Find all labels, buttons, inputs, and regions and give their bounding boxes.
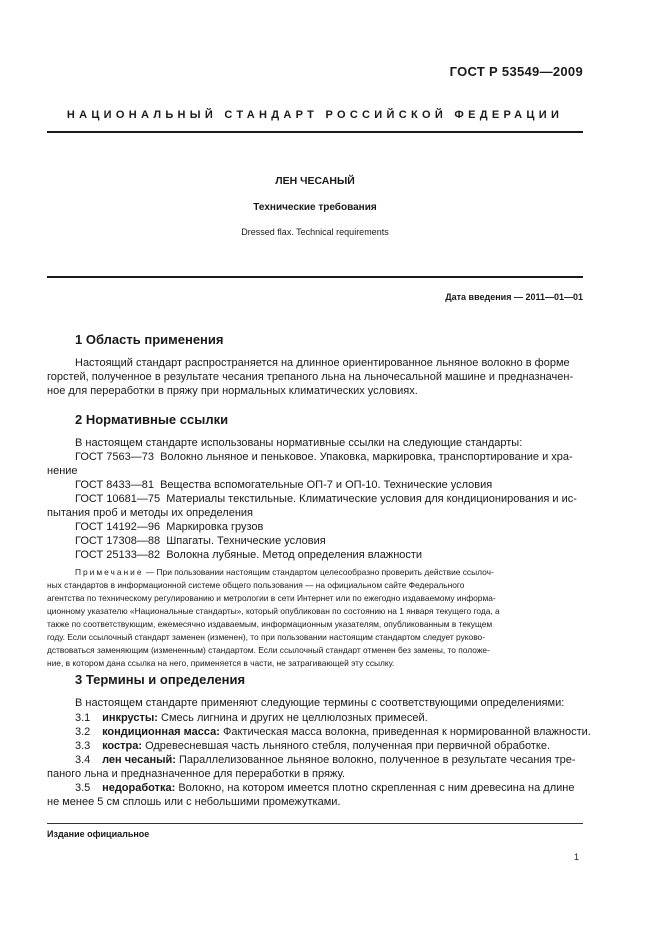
reference-code: ГОСТ 25133—82 bbox=[75, 549, 161, 561]
reference-text: Маркировка грузов bbox=[166, 521, 264, 533]
term-number: 3.5 bbox=[75, 782, 91, 794]
national-standard-title: НАЦИОНАЛЬНЫЙ СТАНДАРТ РОССИЙСКОЙ ФЕДЕРАЦИИ bbox=[66, 109, 564, 121]
official-edition-label: Издание официальное bbox=[47, 829, 150, 839]
reference-line bbox=[75, 450, 573, 465]
reference-line bbox=[75, 492, 577, 507]
term-name: лен чесаный: bbox=[102, 754, 176, 766]
section-1-line-2: горстей, полученное в результате чесания трепаного льна на льночесальной машине и предназначен- bbox=[47, 371, 574, 383]
page-number: 1 bbox=[573, 852, 579, 862]
term-name: инкрусты: bbox=[102, 712, 158, 724]
term-entry bbox=[75, 739, 583, 754]
note-line: дствоваться заменяющим (измененным) стандартом. Если ссылочный стандарт отменен без замены, то положе- bbox=[47, 645, 490, 655]
term-definition: Фактическая масса волокна, приведенная к нормированной влажности. bbox=[222, 726, 591, 738]
term-number: 3.1 bbox=[75, 712, 91, 724]
term-entry bbox=[75, 711, 583, 726]
term-name: недоработка: bbox=[102, 782, 176, 794]
note-line: ние, в котором дана ссылка на него, применяется в части, не затрагивающей эту ссылку. bbox=[47, 658, 395, 668]
section-2-heading: 2 Нормативные ссылки bbox=[75, 412, 229, 427]
term-number: 3.2 bbox=[75, 726, 91, 738]
gost-number: ГОСТ Р 53549—2009 bbox=[449, 64, 583, 79]
reference-code: ГОСТ 8433—81 bbox=[75, 479, 154, 491]
reference-text: Волокно льняное и пеньковое. Упаковка, маркировка, транспортирование и хра- bbox=[160, 451, 573, 463]
reference-code: ГОСТ 14192—96 bbox=[75, 521, 161, 533]
term-continuation: паного льна и предназначенное для переработки в пряжу. bbox=[47, 768, 345, 780]
note-line: агентства по техническому регулированию и метрологии в сети Интернет или по ежегодно издаваемому информа- bbox=[47, 593, 496, 603]
reference-text: Волокна лубяные. Метод определения влажности bbox=[166, 549, 423, 561]
introduction-date: Дата введения — 2011—01—01 bbox=[445, 292, 583, 302]
section-1-heading: 1 Область применения bbox=[75, 332, 224, 347]
term-entry bbox=[75, 781, 583, 796]
reference-line bbox=[75, 520, 263, 535]
note-line: году. Если ссылочный стандарт заменен (изменен), то при пользовании настоящим стандартом следует руково- bbox=[47, 632, 485, 642]
term-number: 3.4 bbox=[75, 754, 91, 766]
term-name: кондиционная масса: bbox=[102, 726, 220, 738]
footer-rule bbox=[47, 823, 583, 824]
term-name: костра: bbox=[102, 740, 143, 752]
reference-code: ГОСТ 7563—73 bbox=[75, 451, 154, 463]
section-3-heading: 3 Термины и определения bbox=[75, 672, 246, 687]
term-number: 3.3 bbox=[75, 740, 91, 752]
note-line: ционному указателю «Национальные стандарты», который опубликован по состоянию на 1 января текущего года, а bbox=[47, 606, 500, 616]
term-entry bbox=[75, 725, 591, 740]
document-title: ЛЕН ЧЕСАНЫЙ bbox=[275, 175, 355, 187]
reference-text: Материалы текстильные. Климатические условия для кондиционирования и ис- bbox=[166, 493, 577, 505]
section-2-intro: В настоящем стандарте использованы нормативные ссылки на следующие стандарты: bbox=[75, 437, 523, 449]
reference-continuation: нение bbox=[47, 465, 78, 477]
section-3-intro: В настоящем стандарте применяют следующие термины с соответствующими определениями: bbox=[75, 697, 565, 709]
term-definition: Волокно, на котором имеется плотно скрепленная с ним древесина на длине bbox=[178, 782, 575, 794]
term-continuation: не менее 5 см сплошь или с небольшими промежутками. bbox=[47, 796, 341, 808]
term-entry bbox=[75, 753, 583, 768]
document-subtitle: Технические требования bbox=[253, 202, 377, 213]
reference-line bbox=[75, 478, 492, 493]
term-definition: Смесь лигнина и других не целлюлозных примесей. bbox=[161, 712, 428, 724]
term-definition: Одревесневшая часть льняного стебля, полученная при первичной обработке. bbox=[145, 740, 551, 752]
reference-code: ГОСТ 17308—88 bbox=[75, 535, 161, 547]
note-text: — При пользовании настоящим стандартом целесообразно проверить действие ссылоч- bbox=[145, 567, 494, 577]
reference-text: Вещества вспомогательные ОП-7 и ОП-10. Технические условия bbox=[160, 479, 493, 491]
reference-code: ГОСТ 10681—75 bbox=[75, 493, 161, 505]
document-english-title: Dressed flax. Technical requirements bbox=[241, 227, 389, 237]
reference-line bbox=[75, 534, 326, 549]
note-label: Примечание bbox=[75, 567, 144, 577]
reference-line bbox=[75, 548, 422, 563]
reference-text: Шпагаты. Технические условия bbox=[166, 535, 326, 547]
reference-continuation: пытания проб и методы их определения bbox=[47, 507, 254, 519]
section-1-line-3: ное для переработки в пряжу при нормальных климатических условиях. bbox=[47, 385, 418, 397]
note-line: также по соответствующим, ежемесячно издаваемым, информационным указателям, опубликованным в текущем bbox=[47, 619, 493, 629]
term-definition: Параллелизованное льняное волокно, полученное в результате чесания тре- bbox=[178, 754, 576, 766]
title-rule bbox=[47, 276, 583, 278]
note-line-1 bbox=[75, 566, 583, 579]
note-line: ных стандартов в информационной системе общего пользования — на официальном сайте Федерального bbox=[47, 580, 465, 590]
header-rule bbox=[47, 131, 583, 133]
section-1-line-1: Настоящий стандарт распространяется на длинное ориентированное льняное волокно в форме bbox=[75, 357, 570, 369]
